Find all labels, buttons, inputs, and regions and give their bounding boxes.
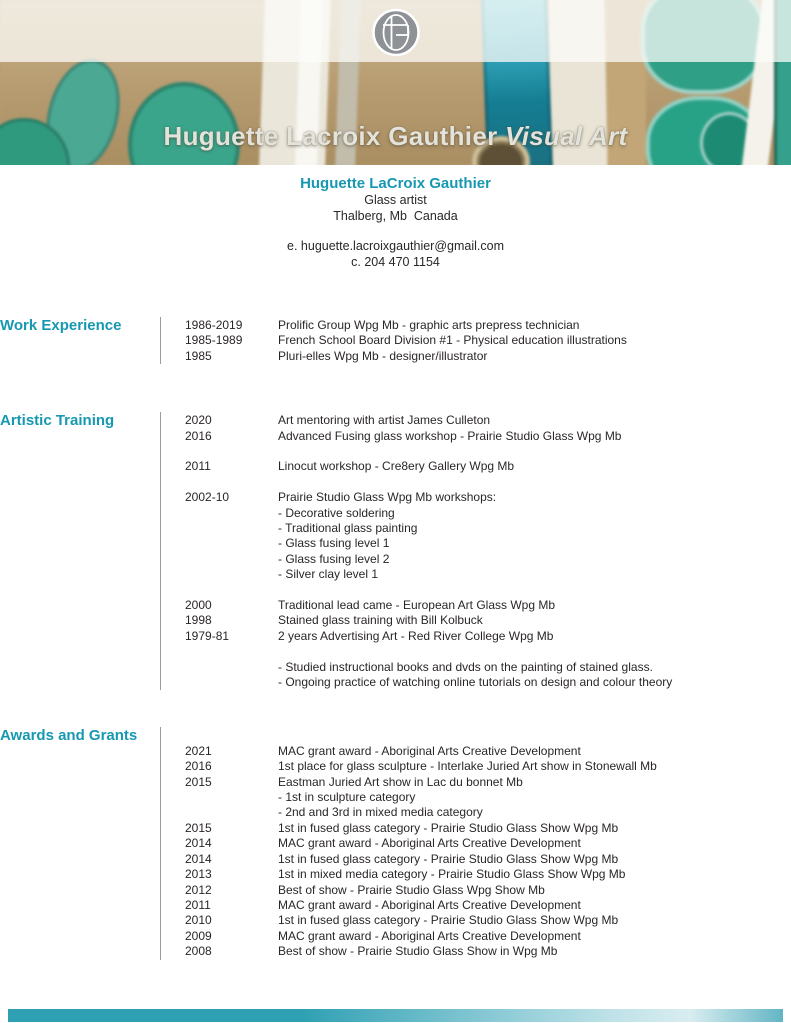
entry-row <box>185 759 791 774</box>
entry-text: Best of show - Prairie Studio Glass Wpg Show Mb <box>278 882 545 897</box>
resume-section <box>0 412 791 690</box>
entry-year <box>185 536 278 551</box>
entry-row <box>185 333 791 348</box>
entry-text: - Glass fusing level 2 <box>278 551 390 566</box>
entry-row <box>185 349 791 364</box>
entry-text <box>278 475 791 490</box>
section-rows <box>160 727 791 959</box>
entry-text <box>278 583 791 598</box>
section-rows <box>160 412 791 690</box>
banner <box>0 0 791 165</box>
footer-accent-bar <box>8 1009 783 1022</box>
entry-text: Eastman Juried Art show in Lac du bonnet Mb <box>278 774 523 789</box>
entry-row <box>185 521 791 536</box>
entry-year: 2021 <box>185 743 212 758</box>
entry-text: MAC grant award - Aboriginal Arts Creative Development <box>278 897 581 912</box>
section-heading: Work Experience <box>0 317 122 334</box>
entry-year: 2012 <box>185 882 212 897</box>
entry-text: - Silver clay level 1 <box>278 567 379 582</box>
entry-text <box>278 644 791 659</box>
entry-text: French School Board Division #1 - Physical education illustrations <box>278 333 627 348</box>
entry-year: 2008 <box>185 944 212 959</box>
entry-row <box>185 728 791 743</box>
contact-phone: c. 204 470 1154 <box>351 254 440 269</box>
entry-text: - 2nd and 3rd in mixed media category <box>278 805 483 820</box>
entry-text: 1st in fused glass category - Prairie Studio Glass Show Wpg Mb <box>278 913 619 928</box>
entry-year: 1986-2019 <box>185 318 243 332</box>
entry-year: 2010 <box>185 913 212 928</box>
entry-row <box>185 613 791 628</box>
entry-text: MAC grant award - Aboriginal Arts Creative Development <box>278 743 581 758</box>
entry-text: 2 years Advertising Art - Red River College Wpg Mb <box>278 628 554 643</box>
entry-year <box>185 475 278 490</box>
entry-year: 2020 <box>185 413 212 428</box>
entry-row <box>185 821 791 836</box>
entry-year: 2014 <box>185 836 212 851</box>
entry-text: 1st in fused glass category - Prairie Studio Glass Show Wpg Mb <box>278 820 619 835</box>
entry-year <box>185 660 278 675</box>
entry-row <box>185 913 791 928</box>
section-rows <box>160 317 791 364</box>
entry-text: 1st in fused glass category - Prairie Studio Glass Show Wpg Mb <box>278 851 619 866</box>
entry-text: 1st place for glass sculpture - Interlake Juried Art show in Stonewall Mb <box>278 759 657 774</box>
entry-year <box>185 583 278 598</box>
entry-year: 2000 <box>185 598 212 613</box>
entry-text: - Glass fusing level 1 <box>278 536 390 551</box>
entry-year <box>185 728 278 743</box>
entry-year: 2009 <box>185 928 212 943</box>
entry-year: 1985 <box>185 348 212 363</box>
entry-year: 1998 <box>185 613 212 628</box>
entry-row <box>185 644 791 659</box>
entry-year <box>185 675 278 690</box>
entry-text: Stained glass training with Bill Kolbuck <box>278 613 483 628</box>
contact-email: e. huguette.lacroixgauthier@gmail.com <box>287 239 504 253</box>
entry-text: Prairie Studio Glass Wpg Mb workshops: <box>278 490 497 505</box>
entry-row <box>185 552 791 567</box>
entry-row <box>185 660 791 675</box>
entry-year: 2016 <box>185 428 212 443</box>
contact-spacer <box>0 224 791 239</box>
entry-row <box>185 583 791 598</box>
entry-year <box>185 444 278 459</box>
entry-text: Prolific Group Wpg Mb - graphic arts prepress technician <box>278 318 580 332</box>
entry-row <box>185 675 791 690</box>
entry-row <box>185 790 791 805</box>
entry-text: Linocut workshop - Cre8ery Gallery Wpg Mb <box>278 459 515 474</box>
contact-role: Glass artist <box>364 193 427 207</box>
banner-title-name: Huguette Lacroix Gauthier <box>163 121 498 151</box>
entry-row <box>185 629 791 644</box>
entry-row <box>185 883 791 898</box>
entry-year: 2011 <box>185 459 211 474</box>
entry-year <box>185 644 278 659</box>
banner-title-tagline: Visual Art <box>505 121 628 151</box>
contact-name: Huguette LaCroix Gauthier <box>300 175 491 192</box>
entry-row <box>185 506 791 521</box>
section-heading: Artistic Training <box>0 412 115 430</box>
entry-row <box>185 475 791 490</box>
entry-text: - Ongoing practice of watching online tutorials on design and colour theory <box>278 675 673 690</box>
entry-text: Art mentoring with artist James Culleton <box>278 413 491 428</box>
resume-section <box>0 317 791 364</box>
entry-row <box>185 598 791 613</box>
section-heading: Awards and Grants <box>0 727 138 745</box>
entry-row <box>185 867 791 882</box>
entry-year <box>185 521 278 536</box>
resume-section <box>0 727 791 959</box>
entry-row <box>185 929 791 944</box>
entry-year <box>185 552 278 567</box>
entry-year <box>185 567 278 582</box>
entry-text: MAC grant award - Aboriginal Arts Creative Development <box>278 928 581 943</box>
banner-title <box>0 121 791 152</box>
entry-year: 2002-10 <box>185 490 230 505</box>
entry-row <box>185 744 791 759</box>
entry-row <box>185 429 791 444</box>
entry-text: 1st in mixed media category - Prairie Studio Glass Show Wpg Mb <box>278 867 626 882</box>
entry-text: Pluri-elles Wpg Mb - designer/illustrator <box>278 348 488 363</box>
entry-row <box>185 836 791 851</box>
entry-text: - Decorative soldering <box>278 505 395 520</box>
entry-year: 2016 <box>185 759 212 774</box>
entry-row <box>185 444 791 459</box>
entry-year: 2014 <box>185 851 212 866</box>
entry-year: 1979-81 <box>185 628 230 643</box>
entry-year <box>185 790 278 805</box>
entry-row <box>185 318 791 333</box>
entry-text: Traditional lead came - European Art Glass Wpg Mb <box>278 598 556 613</box>
entry-row <box>185 459 791 474</box>
entry-row <box>185 775 791 790</box>
entry-row <box>185 490 791 505</box>
entry-row <box>185 413 791 428</box>
entry-row <box>185 944 791 959</box>
entry-text <box>278 728 791 743</box>
entry-row <box>185 805 791 820</box>
entry-year: 2011 <box>185 897 211 912</box>
entry-text: Best of show - Prairie Studio Glass Show in Wpg Mb <box>278 944 558 959</box>
entry-year: 1985-1989 <box>185 333 243 348</box>
entry-year <box>185 506 278 521</box>
entry-row <box>185 567 791 582</box>
entry-year <box>185 805 278 820</box>
resume-sections <box>0 317 791 960</box>
entry-text: - 1st in sculpture category <box>278 790 416 805</box>
entry-year: 2013 <box>185 867 212 882</box>
entry-row <box>185 536 791 551</box>
contact-block <box>0 174 791 270</box>
entry-year: 2015 <box>185 820 212 835</box>
entry-text <box>278 444 791 459</box>
entry-text: - Traditional glass painting <box>278 521 418 536</box>
entry-text: Advanced Fusing glass workshop - Prairie Studio Glass Wpg Mb <box>278 428 622 443</box>
entry-text: MAC grant award - Aboriginal Arts Creative Development <box>278 836 581 851</box>
contact-location: Thalberg, Mb Canada <box>333 208 458 223</box>
hg-monogram-icon <box>371 8 420 62</box>
entry-text: - Studied instructional books and dvds on the painting of stained glass. <box>278 659 653 674</box>
entry-row <box>185 852 791 867</box>
entry-year: 2015 <box>185 774 212 789</box>
entry-row <box>185 898 791 913</box>
